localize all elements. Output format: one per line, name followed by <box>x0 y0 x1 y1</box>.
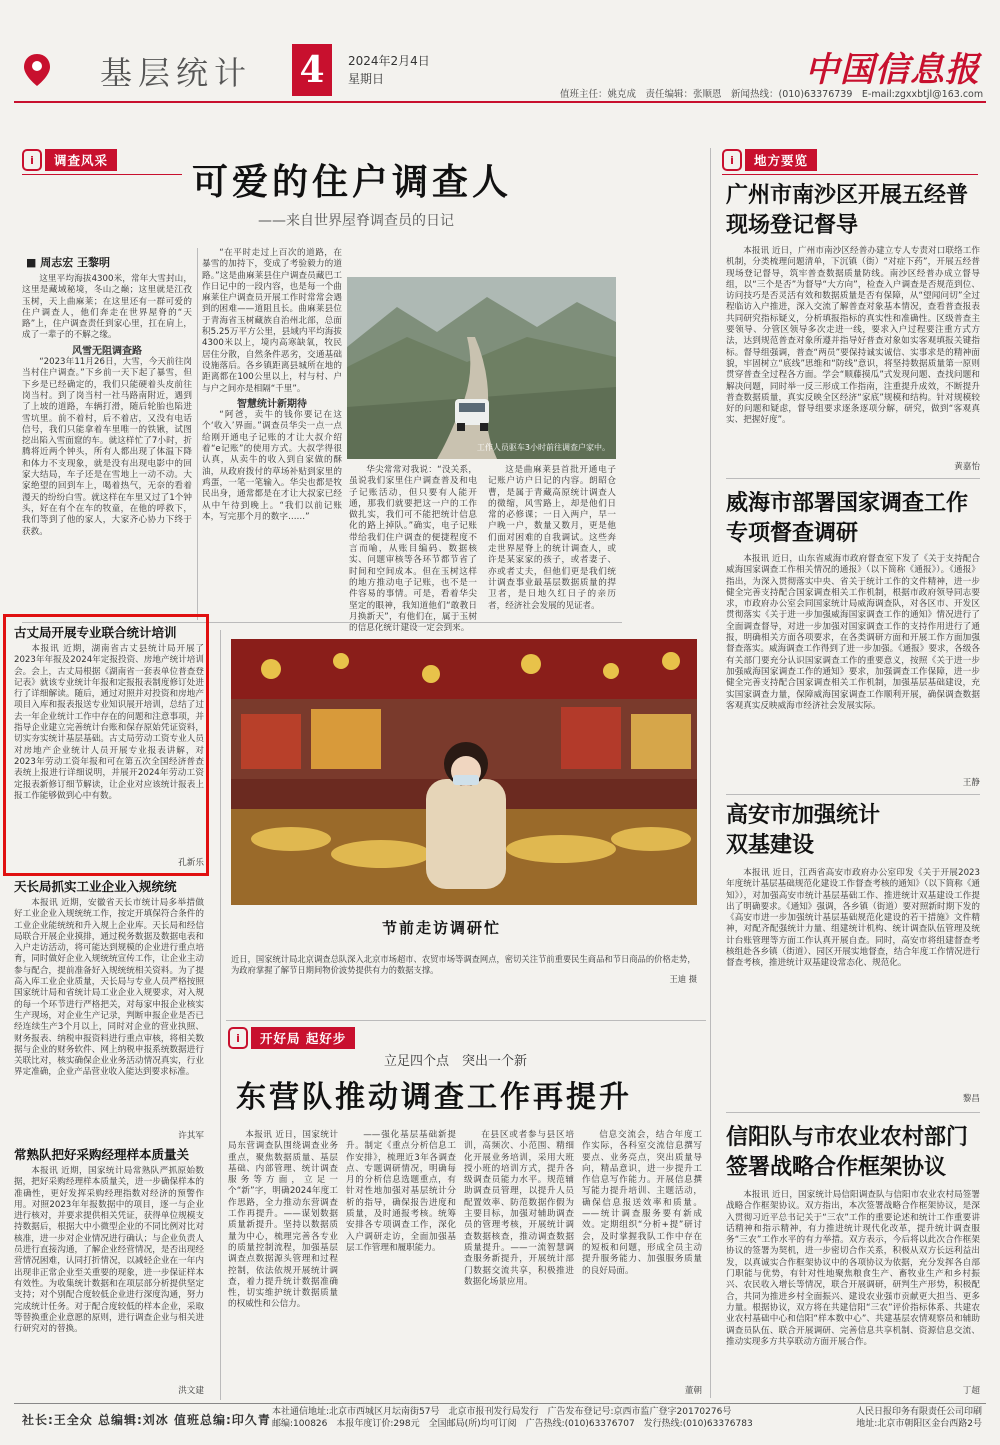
paragraph: 本报讯 近日，山东省威海市政府督查室下发了《关于支持配合威海国家调查工作相关情况的通报》（以下简称《通报》）。《通报》指出，为深入贯彻落实中央、省关于统计工作的文件精神，进一步健全完善支持配合国家调查相关工作机制，根据市政府领导同志要求，市政府办公室会同国家统计局威海调查队，对各区市、开发区贯彻落实《关于进一步加强威海国家调查工作的通知》情况进行了全面调查督导，对进一步加强对国家调查工作的支持作用进行了通报，明确相关方面各项要求，在各类调研方面和开展工作方面加强督查落实。威海调查工作得到了进一步加强。《通报》要求，各级各有关部门要充分认识国家调查工作的重要意义，按照《关于进一步加强威海国家调查工作的通知》要求，加强调查工作保障，进一步健全完善支持配合国家调查相关工作机制，加强基层基础建设，充实国家调查力量，保障威海国家调查工作顺利开展，确保调查数据客观真实反映威海市经济社会发展实际。 <box>726 554 980 711</box>
divider <box>722 174 978 175</box>
footer-line: 地址:北京市朝阳区金台西路2号 <box>856 1419 982 1429</box>
right-body-1 <box>726 246 980 462</box>
paragraph: 本报讯 近期，国家统计局常熟队严抓原始数据，把好采购经理样本质量关，进一步确保样本的准确性，更好发挥采购经理指数对经济的预警作用。对照2023年年报数据中的项目，逐一与企业进行核对，并要求提供相关凭证，获得单位规模支持数据后，根据大中小微型企业的不同比例对比对核准，进一步对企业情况进行确认；与企业负责人员进行直接沟通，了解企业经营情况，是否出现经营情况困难，认同打折情况，以减轻企业在一年内出现非正常企业至关重要的现象，进一步保证样本有效性。为收集统计数据和在项层部分析提供坚定支持；对个别配合度较低企业进行深度沟通，努力完成统计任务。对于配合度较低的样本企业，采取等替换重企业意愿的原则，进行调查企业与相关进行研究对的替换。 <box>14 1166 204 1335</box>
story-column-1 <box>228 1130 338 1398</box>
weekday-line: 星期日 <box>348 72 385 86</box>
paragraph: 在县区或者参与县区培训，高频次、小范围、精细化开展业务培训，采用大班授小班的培训方式，提升各级调查员能力水平。规范辅助调查员管理，以提升人员配置效率、防范数据作假为主要目标，加强对辅助调查员的管理考核，开展统计调查数据核查，推动调查数据质量提升。——一流智慧调查服务新提升，开展统计部门数据交流共享，积极推进数据化场景应用。 <box>464 1130 574 1287</box>
footer-printer-info <box>856 1406 982 1430</box>
feature-column-4 <box>488 465 616 615</box>
section-divider <box>726 794 980 795</box>
paragraph: ——强化基层基础新提升。制定《重点分析信息工作安排》，梳理近3年各调查点、专题调研情况，明确每月的分析信息选题重点，有针对性地加强对基层统计分析的指导，确保报告进度和质量，及时通报考核。统筹安排各专项调查工作，深化入户调研走访，全面加强基层工作管理和履职能力。 <box>346 1130 456 1253</box>
right-headline-2: 威海市部署国家调查工作专项督查调研 <box>726 490 969 546</box>
column-tag-label: 开好局 起好步 <box>251 1027 355 1049</box>
section-divider <box>726 478 980 479</box>
right-body-2 <box>726 554 980 778</box>
right-headline-3: 高安市加强统计双基建设 <box>726 802 881 858</box>
top-rule <box>14 101 986 103</box>
section-name: 基层统计 <box>100 54 253 92</box>
issue-date <box>348 52 430 88</box>
section-divider <box>22 622 622 623</box>
right-headline-4: 信阳队与市农业农村部门签署战略合作框架协议 <box>726 1124 969 1180</box>
info-icon: i <box>22 149 42 171</box>
footer-publication-info <box>272 1406 753 1430</box>
paragraph: “2023年11月26日，大雪，今天前往岗当村住户调查。”下乡前一天下起了暴雪，但下乡是已经确定的，我们只能硬着头皮前往岗当村。到了岗当村一社马路南附近，遇到了上坡的道路，车辆打滑，随后轮胎也陷进雪坑里。前不着村，后不着店，又没有电话信号，我们只能拿着车里唯一的铁锹，试图挖出陷入雪面窟的车。就这样忙了7小时，折腾将近两个钟头，所有人都出现了体温下降和体力不支现象，就是没有出现电影中的回家大结局，车子还是在雪地上一动不动。大家绝望的回到车上，喝着热气，无奈的看着漫天的纷纷白雪。就这样在车里又过了1个钟头，好在有个在车的牧童，在他的呼救下，我们等到了他的家人，大家齐心协力下终于获救。 <box>22 357 192 537</box>
subheading: 风雪无阻调查路 <box>72 345 142 357</box>
feature-column-2 <box>202 248 342 620</box>
brief-body-2 <box>14 898 204 1131</box>
feature-column-3 <box>349 465 477 634</box>
brief-author-1: 孔新乐 <box>178 858 204 868</box>
photo-description: 近日，国家统计局北京调查总队深入北京市场超市、农贸市场等调查网点，密切关注节前重要民生商品和节日商品的价格走势，为政府掌握了解节日期间物价波势提供有力的数据支撑。 <box>231 954 696 975</box>
story-column-4 <box>582 1130 702 1386</box>
brief-headline-3: 常熟队把好采购经理样本质量关 <box>14 1147 190 1162</box>
column-tag-left <box>22 148 117 172</box>
paragraph: 本报讯 近日，国家统计局信阳调查队与信阳市农业农村局签署战略合作框架协议。双方指出，本次签署战略合作框架协议，是深入贯彻习近平总书记关于“三农”工作的重要论述和统计工作重要讲话精神和指示精神，有力推进统计现代化改革，提升统计调查服务“三农”工作水平的有力举措。双方表示，今后将以此次合作框架协议的签署为契机，进一步密切合作关系，积极从双方长远利益出发，以真诚实合作框架协议中的各项协议为依据，充分发挥各自部门职能与优势，有针对性地聚焦粮食生产、畜牧业生产和乡村振兴、农民收入增长等情况，联合开展调研，研判生产形势，积极配合，共同为推进乡村全面振兴、建设农业强市贡献更大担当、更多力量。根据协议，双方将在共建信阳“三农”评价指标体系、共建农业农村基础中心和信阳“样本数中心”、共建基层农情观察员和辅助调查员队伍、联合开展调研、完善信息共享机制、资源信息交流、推动实现多方共享联动方面开展合作。 <box>726 1190 980 1347</box>
photo-title: 节前走访调研忙 <box>382 919 502 937</box>
mountain-road-image <box>347 277 616 459</box>
info-icon: i <box>228 1027 248 1049</box>
feature-headline: 可爱的住户调查人 <box>192 161 513 203</box>
market-image <box>231 639 697 905</box>
brief-body-1 <box>14 644 204 858</box>
footer-line: 邮编:100826 本报年度订价:298元 全国邮局(所)均可订阅 广告热线:(010)63376707 发行热线:(010)63376783 <box>272 1419 753 1429</box>
paragraph: 本报讯 近日，江西省高安市政府办公室印发《关于开展2023年度统计基层基础规范化建设工作督查考核的通知》（以下简称《通知》），对加强高安市统计基层基础工作、推进统计双基建设工作提出了明确要求。《通知》强调，各乡镇（街道）要对照新时期下发的《高安市进一步加强统计基层基础规范化建设的若干措施》文件精神，对配齐配强统计力量、组建统计机构、统计调查队伍管理及统计台账管理等方面工作认真开展自查。同时，高安市将组建督查考核组赴各乡镇（街道）、园区开展实地督查，结合年度工作情况进行督查考核，推进统计双基建设常态化、规范化。 <box>726 868 980 969</box>
feature-photo-market <box>231 639 697 905</box>
section-divider <box>226 1020 706 1021</box>
story-author: 董朝 <box>684 1386 702 1396</box>
story-column-2 <box>346 1130 456 1398</box>
paragraph: 这里平均海拔4300米，常年大雪封山，这里是藏域秘境，冬山之巅；这里就是江孜玉树，天上曲麻莱；在这里还有一群可爱的住户调查人，他们奔走在世界屋脊的“天路”上，住户调查责任到家心里，扛在肩上，成了一辈子的不解之缘。 <box>22 274 192 341</box>
right-body-3 <box>726 868 980 1094</box>
section-divider <box>726 1112 980 1113</box>
right-author-3: 黎昌 <box>962 1094 980 1104</box>
paragraph: 本报讯 近期，安徽省天长市统计局多举措做好工业企业入规统统工作，按定开填保符合条件的工业企业能统统和升入规上企业库。天长局和经信局联合开展企业摸排，通过税务数据及数据电表和入户走访活动，将可能达到规模的企业进行重点培育，同时做好企业入规统统宣传工作，让企业主动参与配合，提前准备好入规统统相关资料。为了提高入库工业企业质量，天长局与专业人员严格按照国家统计局和省统计局工业企业入规要求，对入规的每一个环节进行严格把关，对每家申报企业核实生产现场，对企业生产记录，判断申报企业是否已经连续生产3个月以上，同时对企业的营业执照、财务报表、纳税申报资料进行重点审核，将相关数据与企业的财务软件、网上纳税申报系统数据进行关联比对，核实确保企业业务活动情况真实，行业界定准确，企业产品营业收入能达到要求标准。 <box>14 898 204 1078</box>
feature-photo-mountain-road <box>347 277 616 459</box>
column-tag-label: 调查风采 <box>45 149 117 171</box>
feature-column-1 <box>22 274 192 619</box>
story-column-3 <box>464 1130 574 1398</box>
location-pin-icon <box>22 52 52 88</box>
story-headline: 东营队推动调查工作再提升 <box>236 1080 632 1115</box>
editor-line: 值班主任：姚克成 责任编辑：张顺恩 新闻热线：(010)63376739 E-mail:zgxxbtjl@163.com <box>560 89 984 100</box>
photo-caption: 工作人员驱车3小时前往调查户家中。 <box>476 443 610 452</box>
right-headline-1: 广州市南沙区开展五经普现场登记督导 <box>726 182 969 238</box>
column-tag-bottom <box>228 1026 355 1050</box>
photo-credit: 王迪 摄 <box>669 974 697 984</box>
footer-line: 人民日报印务有限责任公司印刷 <box>855 1407 982 1417</box>
brief-author-2: 许其军 <box>178 1131 204 1141</box>
footer-staff: 社长:王全众 总编辑:刘冰 值班总编:印久青 <box>22 1413 271 1427</box>
feature-subtitle: ——来自世界屋脊调查员的日记 <box>258 213 454 229</box>
column-separator <box>220 630 221 1400</box>
paragraph: 本报讯 近日，国家统计局东营调查队围绕调查业务重点，聚焦数据质量、基层基础、内部管理、统计调查服务等方面，立足一个“新”字，明确2024年度工作思路，全力推动东营调查工作再提升。——谋划数据质量新提升。坚持以数据质量为中心，梳理完善各专业的质量控制流程，加强基层调查点数据源头管理和过程控制，依法依规开展统计调查，着力提升统计数据准确性，切实维护统计数据质量的权威性和公信力。 <box>228 1130 338 1310</box>
brief-headline-2: 天长局抓实工业企业入规统统 <box>14 879 177 894</box>
column-separator <box>197 248 198 620</box>
date-line: 2024年2月4日 <box>348 54 430 68</box>
column-tag-label: 地方要览 <box>745 149 817 171</box>
subheading: 智慧统计新期待 <box>237 398 307 410</box>
info-icon: i <box>722 149 742 171</box>
page-number: 4 <box>292 44 332 96</box>
right-author-2: 王静 <box>962 778 980 788</box>
feature-byline: ■ 周志宏 王黎明 <box>26 256 111 269</box>
paragraph: 本报讯 近日，广州市南沙区经普办建立专人专责对口联络工作机制，分类梳理问题清单，下沉镇（街）“对症下药”，开展五经普现场登记督导，筑牢普查数据质量防线。南沙区经普办成立督导组，以“三个是否”为督导“大方向”，检查入户调查是否规范到位、访问技巧是否灵活有效和数据质量是否有保障，从“望闻问切”全过程临访入户推进，深入交流了解普查对象基本情况，查看普查报表共同研究指标疑义，分析填报指标的真实性和准确性。区级普查主要领导、分管区领导多次走进一线，要求入户过程要注重方式方法，达到规范普查对象所遵并指导好普查对象如实客观填报关键指标。督导组强调，普查“两员”要保持诚实诚信、实事求是的精神面貌，牢固树立“底线”思维和“防线”意识，将坚持数据质量第一原则贯穿普查全过程各方面。学会“顺藤摸瓜”式发现问题、查找问题和解决问题，同时举一反三形成工作指南，注重提升成效，不断提升普查数据质量，真实反映全区经济“家底”规模和结构。针对规模较好的问题和疑虑，督导组要求逐条逐项分解，研究，做到“客观真实、把握好度”。 <box>726 246 980 426</box>
story-kicker: 立足四个点 突出一个新 <box>384 1054 528 1069</box>
paragraph: “在平时走过上百次的道路，在暴雪的加持下，变成了考验毅力的道路。”这是曲麻莱县住户调查员藏巴工作日记中的一段内容，也是每一个曲麻莱住户调查员开展工作时常常会遇到的困难——道阻且长。曲麻莱县位于青海省玉树藏族自治州北部，总面积5.25万平方公里，县域内平均海拔4300米以上，境内高寒缺氧，牧民居住分散，自然条件恶劣，交通基础设施落后。各乡镇距离县城所在地的距离都在100公里以上，村与村、户与户之间亦是相隔“千里”。 <box>202 248 342 394</box>
right-author-4: 丁超 <box>962 1386 980 1396</box>
paragraph: 这是曲麻莱县首批开通电子记账户访户日记的内容。朗昭仓曹，是属于青藏高原统计调查人的微缩，风雪路上，却是他们日常的必修课；一日入两户，早一户晚一户，数量又数月，更是他们面对困难的自我调试。这些奔走世界屋脊上的统计调查人，或许是某家家的孩子，或者妻子、亦或者丈夫，但他们更是我们统计调查事业最基层数据质量的捍卫者，是日地久红日子的亲历者，经济社会发展的见证者。 <box>488 465 616 611</box>
divider <box>22 174 182 175</box>
column-separator <box>710 148 711 1398</box>
paragraph: 信息交流会，结合年度工作实际，各科室交流信息撰写要点、业务亮点，突出质量导向，精品意识，进一步提升工作信息写作能力。开展信息撰写能力提升培训、主题活动，确保信息报送效率和质量。——统计调查服务要有新成效。定期组织“分析+提”研讨会，及时掌握我队工作中存在的短板和问题，形成全员主动提升服务能力、加强服务质量的良好局面。 <box>582 1130 702 1276</box>
paragraph: “阿爸，卖牛的钱你要记在这个‘收入’界面。”调查员华尖一点一点给刚开通电子记账的才让大叔介绍着“e记账”的使用方式。大叔学得很认真，从卖牛的收入到自家做的酥油，从政府拨付的草场补贴到家里的鸡蛋，一笔一笔输入。华尖也都是牧民出身，通常都是在才让大叔家已经从中午待到晚上。“我们以前记账本，写完那个月的数字……” <box>202 410 342 522</box>
brief-author-3: 洪文建 <box>178 1386 204 1396</box>
right-author-1: 黄嘉怡 <box>954 462 980 472</box>
page-footer <box>14 1403 986 1433</box>
paragraph: 华尖常常对我说：“没关系，虽说我们家里住户调查普及和电子记账活动，但只要有人能开通，那我们就要把这一户的工作做扎实，我们可不能把统计信息化的路上掉队。”确实，电子记账带给我们住户调查的便捷程度不言而喻，从账目编码、数据核实、问题审核等各环节都节省了时间和空间成本。但在玉树这样的地方推动电子记账，也不是一件容易的事情。可是，看着华尖坚定的眼神，我知道他们“敢教日月换新天”，有他们在，属于玉树的信息化统计建设一定会到来。 <box>349 465 477 634</box>
newspaper-logo: 中国信息报 <box>805 50 980 90</box>
column-tag-right <box>722 148 817 172</box>
brief-body-3 <box>14 1166 204 1390</box>
right-body-4 <box>726 1190 980 1386</box>
footer-line: 本社通信地址:北京市西城区月坛南街57号 北京市报刊发行局发行 广告发布登记号:京西市监广登字20170276号 <box>272 1407 732 1417</box>
brief-headline-1: 古丈局开展专业联合统计培训 <box>14 625 177 640</box>
paragraph: 本报讯 近期，湖南省古丈县统计局开展了2023年年报及2024年定报投资、房地产统计培训会。会上，古丈局根据《湖南省一套表单位普查登记表》就该专业统计年报和定报报表制度修订处进行了详细解读。随后，通过对照并对投资和房地产项目入库和报表报送专业知识展开培训，总结了过去一年企业统计工作中存在的问题和注意事项，并指导企业建立完善统计台账和保存原始凭证资料，切实夯实统计基层基础。古丈局劳动工资专业人员对房地产企业统计人员开展专业报表讲解，对2023年劳动工资年报和可在第五次全国经济普查表统上报进行详细说明，并展开2024年劳动工资定报表新修订细节解读，让企业对应该统计报表上报工作能够做到心中有数。 <box>14 644 204 801</box>
